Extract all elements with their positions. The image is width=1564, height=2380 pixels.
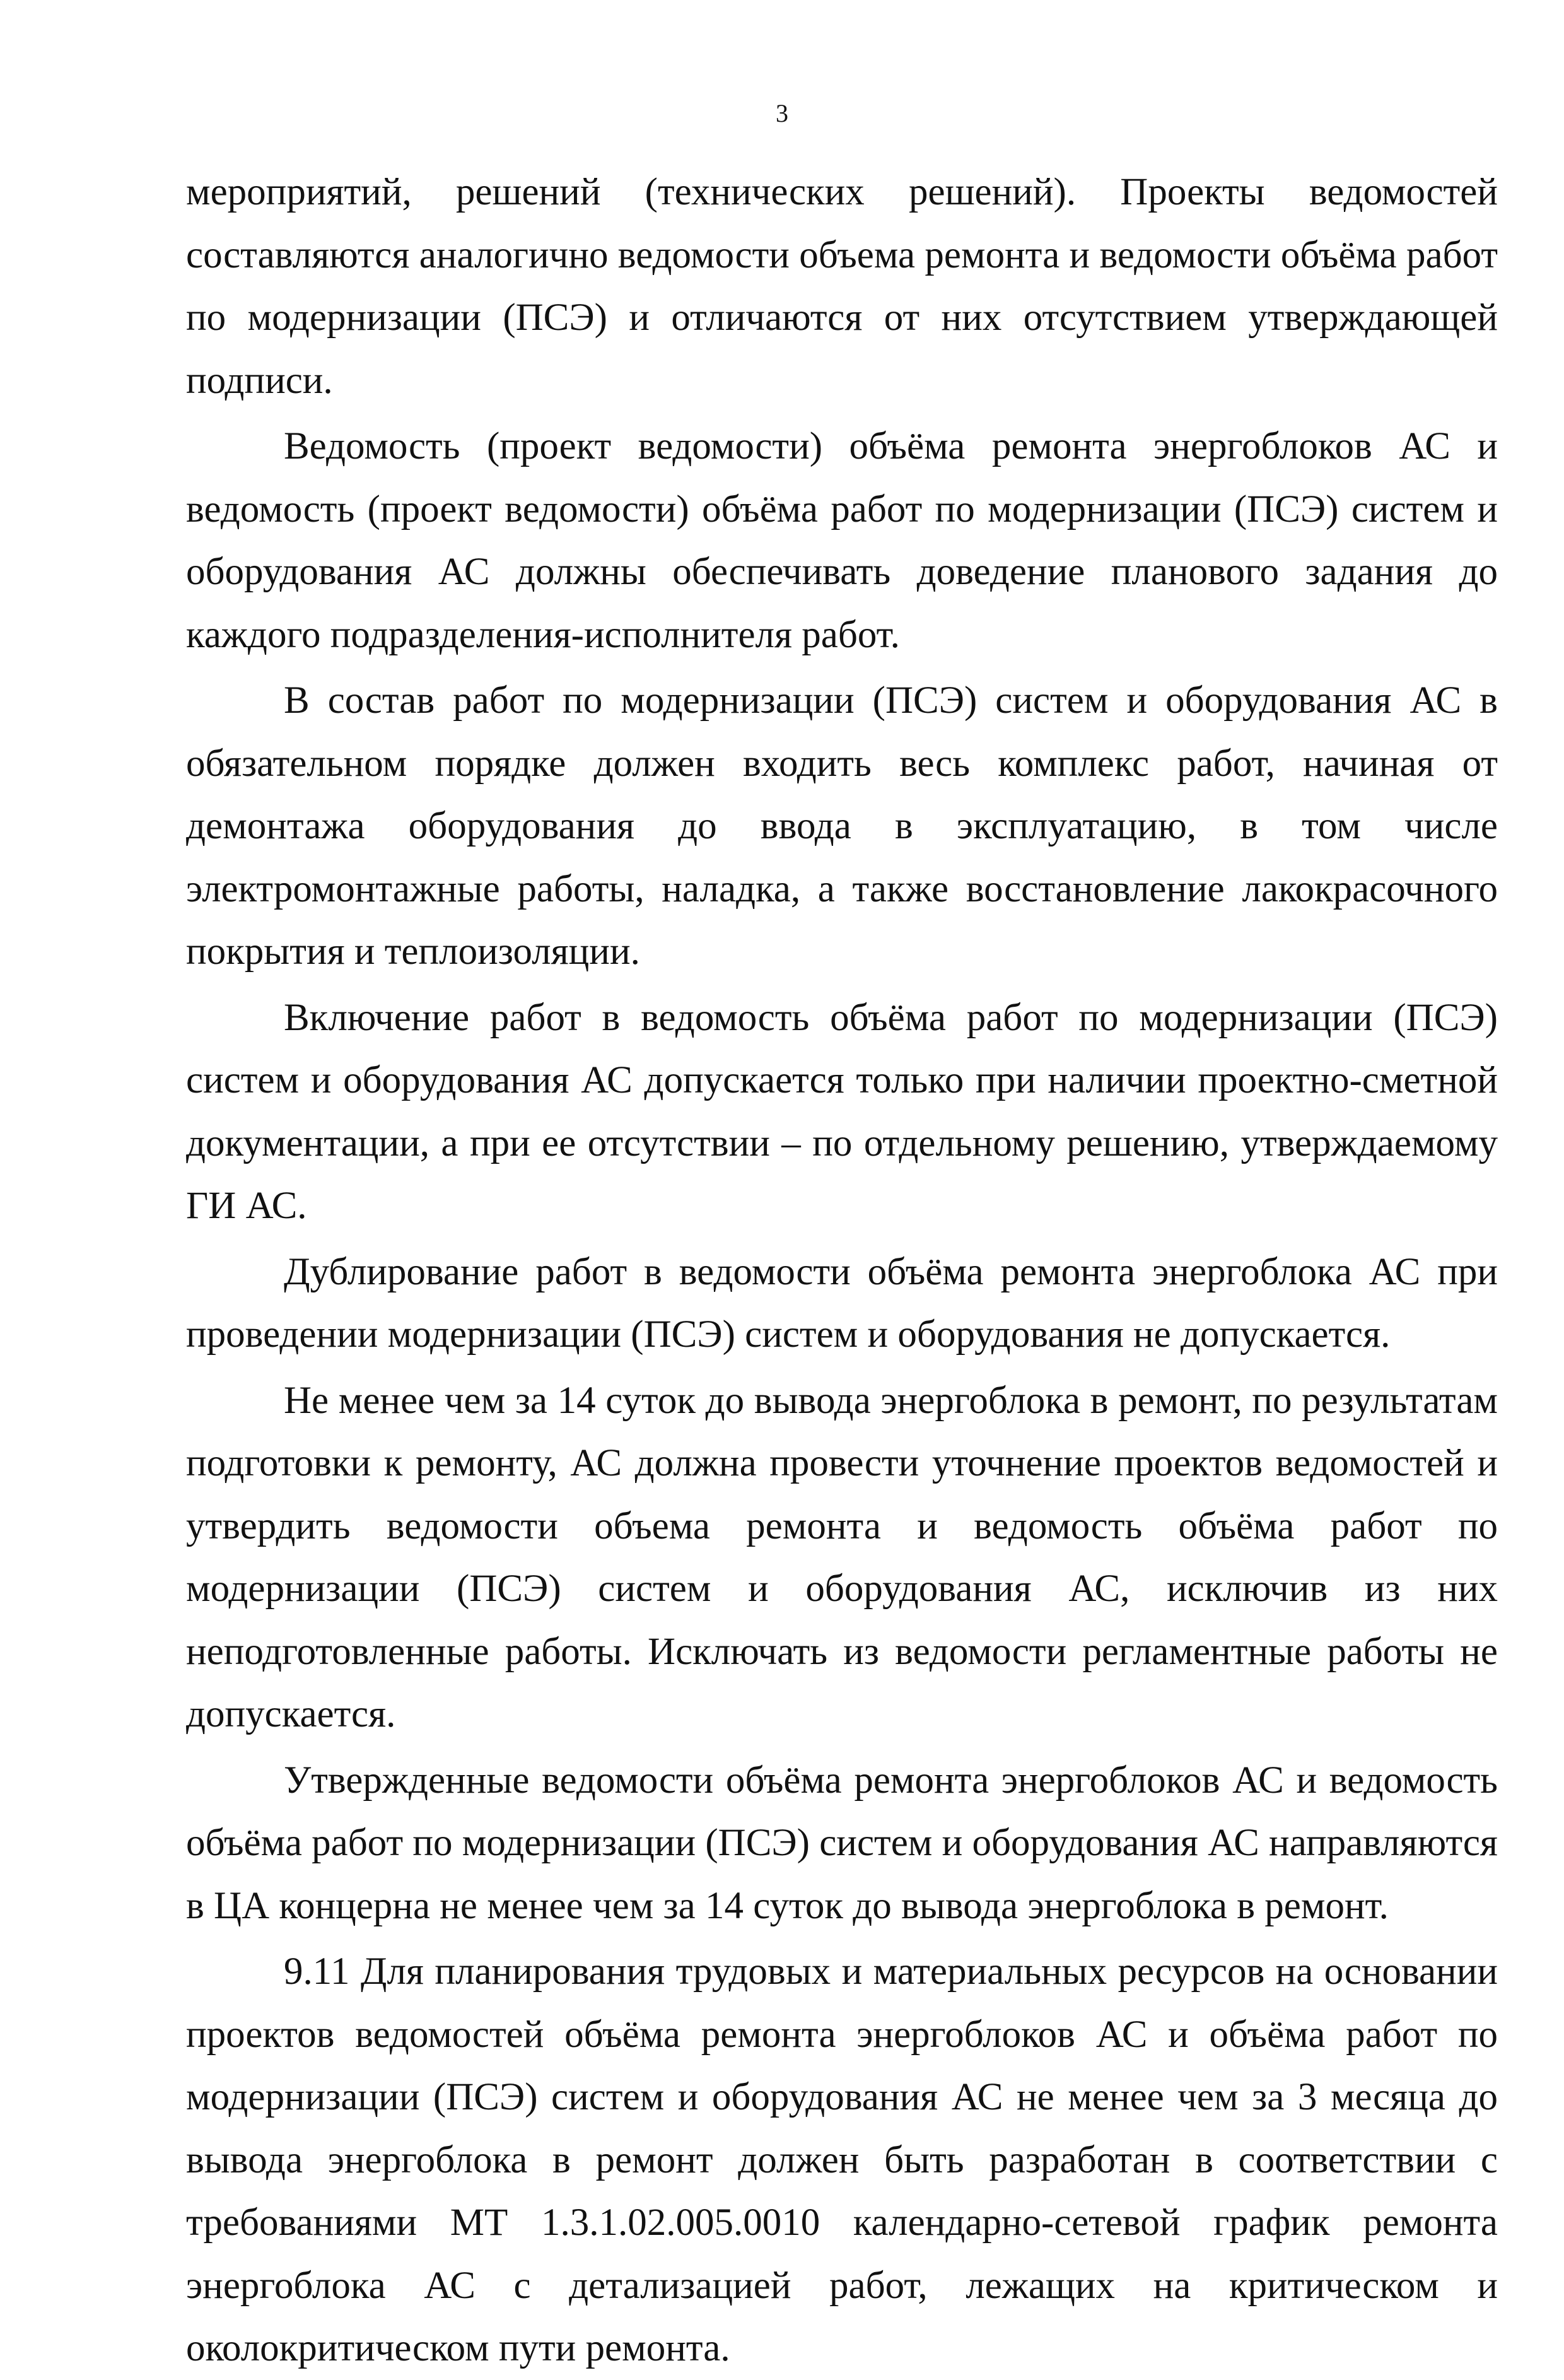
body-text: [186, 161, 1498, 2380]
paragraph-continuation: мероприятий, решений (технических решений). Проекты ведомостей составляются аналогично ведомости объема ремонта и ведомости объёма работ по модернизации (ПСЭ) и отличаются от них отсутствием утверждающей подписи.: [186, 171, 1498, 402]
page-number: 3: [776, 99, 788, 127]
paragraph-clarification-deadline: Не менее чем за 14 суток до вывода энергоблока в ремонт, по результатам подготовки к ремонту, АС должна провести уточнение проектов ведомостей и утвердить ведомости объема ремонта и ведомость объёма работ по модернизации (ПСЭ) систем и оборудования АС, исключив из них неподготовленные работы. Исключать из ведомости регламентные работы не допускается.: [186, 1379, 1498, 1735]
paragraph-inclusion-conditions: Включение работ в ведомость объёма работ по модернизации (ПСЭ) систем и оборудования АС допускается только при наличии проектно-сметной документации, а при ее отсутствии – по отдельному решению, утверждаемому ГИ АС.: [186, 996, 1498, 1227]
paragraph-section-9-11: 9.11 Для планирования трудовых и материальных ресурсов на основании проектов ведомостей объёма ремонта энергоблоков АС и объёма работ по модернизации (ПСЭ) систем и оборудования АС не менее чем за 3 месяца до вывода энергоблока в ремонт должен быть разработан в соответствии с требованиями МТ 1.3.1.02.005.0010 календарно-сетевой график ремонта энергоблока АС с детализацией работ, лежащих на критическом и околокритическом пути ремонта.: [186, 1950, 1498, 2369]
paragraph-duplication: Дублирование работ в ведомости объёма ремонта энергоблока АС при проведении модернизации (ПСЭ) систем и оборудования не допускается.: [186, 1250, 1498, 1356]
paragraph-statement-scope: Ведомость (проект ведомости) объёма ремонта энергоблоков АС и ведомость (проект ведомости) объёма работ по модернизации (ПСЭ) систем и оборудования АС должны обеспечивать доведение планового задания до каждого подразделения-исполнителя работ.: [186, 425, 1498, 656]
paragraph-modernization-composition: В состав работ по модернизации (ПСЭ) систем и оборудования АС в обязательном порядке должен входить весь комплекс работ, начиная от демонтажа оборудования до ввода в эксплуатацию, в том числе электромонтажные работы, наладка, а также восстановление лакокрасочного покрытия и теплоизоляции.: [186, 679, 1498, 973]
paragraph-submission: Утвержденные ведомости объёма ремонта энергоблоков АС и ведомость объёма работ по модернизации (ПСЭ) систем и оборудования АС направляются в ЦА концерна не менее чем за 14 суток до вывода энергоблока в ремонт.: [186, 1759, 1498, 1927]
